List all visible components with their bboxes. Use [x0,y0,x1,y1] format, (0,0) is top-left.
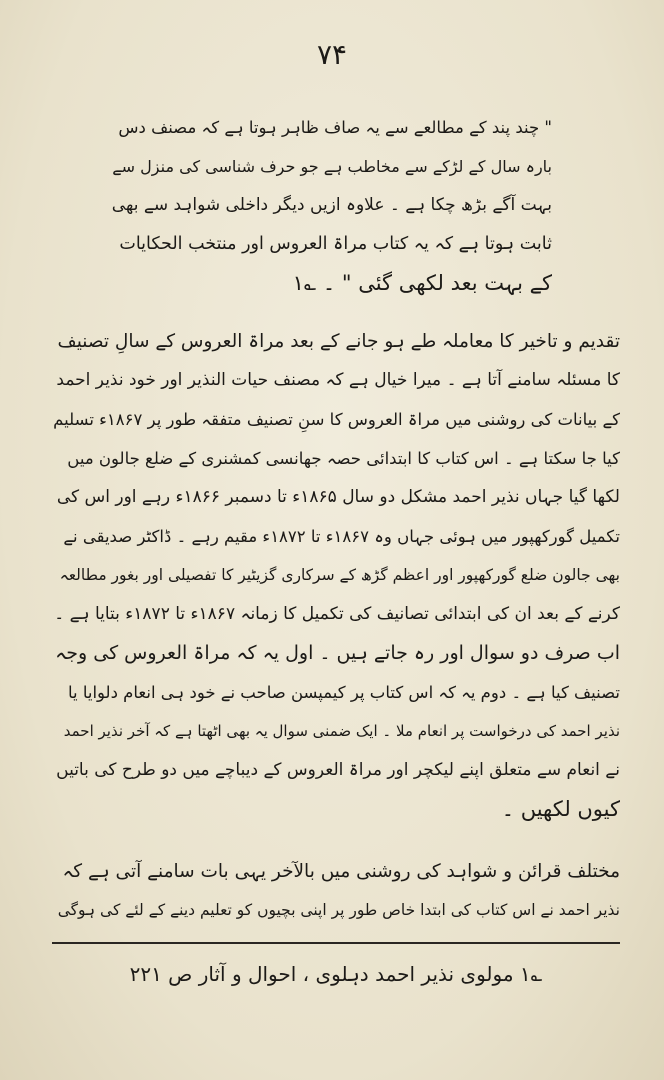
quote-line: بارہ سال کے لڑکے سے مخاطب ہے جو حرف شناسی کی منزل سے [112,157,552,176]
closing-line: مختلف قرائن و شواہد کی روشنی میں بالآخر یہی بات سامنے آتی ہے کہ [62,861,620,882]
quote-line: ثابت ہوتا ہے کہ یہ کتاب مراۃ العروس اور منتخب الحکایات [119,234,552,254]
quote-line: " چند پند کے مطالعے سے یہ صاف ظاہر ہوتا ہے کہ مصنف دس [118,118,552,137]
quoted-passage [112,108,552,303]
closing-paragraph [52,852,620,930]
body-line: کا مسئلہ سامنے آتا ہے ۔ میرا خیال ہے کہ مصنف حیات النذیر اور خود نذیر احمد [56,370,620,390]
body-line: بھی جالون ضلع گورکھپور اور اعظم گڑھ کے سرکاری گزیٹیر کا تفصیلی اور بغور مطالعہ [59,566,620,584]
body-line: تقدیم و تاخیر کا معاملہ طے ہو جانے کے بعد مراۃ العروس کے سالِ تصنیف [57,331,620,352]
page-number: ۷۴ [316,38,348,71]
body-line: لکھا گیا جہاں نذیر احمد مشکل دو سال ۱۸۶۵ء تا دسمبر ۱۸۶۶ء رہے اور اس کی [56,487,620,507]
body-line: کے بیانات کی روشنی میں مراۃ العروس کا سنِ تصنیف متفقہ طور پر ۱۸۶۷ء تسلیم [53,410,620,429]
body-line: نذیر احمد کی درخواست پر انعام ملا ۔ ایک ضمنی سوال یہ بھی اٹھتا ہے کہ آخر نذیر احمد [63,722,620,740]
body-line: کیوں لکھیں ۔ [501,797,620,821]
footnote: ؎۱ مولوی نذیر احمد دہلوی ، احوال و آثار ص ۲۲۱ [129,962,543,986]
footnote-divider [52,942,620,944]
body-line: تصنیف کیا ہے ۔ دوم یہ کہ اس کتاب پر کیمپسن صاحب نے خود ہی انعام دلوایا یا [67,683,620,702]
body-line: تکمیل گورکھپور میں ہوئی جہاں وہ ۱۸۶۷ء تا ۱۸۷۲ء مقیم رہے ۔ ڈاکٹر صدیقی نے [63,527,620,546]
quote-line: بہت آگے بڑھ چکا ہے ۔ علاوہ ازیں دیگر داخلی شواہد سے بھی [112,195,552,215]
body-paragraph [52,322,620,829]
body-line: اب صرف دو سوال اور رہ جاتے ہیں ۔ اول یہ کہ مراۃ العروس کی وجہ [55,642,620,664]
body-line: کیا جا سکتا ہے ۔ اس کتاب کا ابتدائی حصہ جھانسی کمشنری کے ضلع جالون میں [67,449,620,468]
body-line: نے انعام سے متعلق اپنے لیکچر اور مراۃ العروس کے دیباچے میں دو طرح کی باتیں [56,760,620,780]
body-line: کرنے کے بعد ان کی ابتدائی تصانیف کی تکمیل کا زمانہ ۱۸۶۷ء تا ۱۸۷۲ء بتایا ہے ۔ [54,604,620,624]
closing-line: نذیر احمد نے اس کتاب کی ابتدا خاص طور پر اپنی بچیوں کو تعلیم دینے کے لئے کی ہوگی [57,901,620,919]
quote-line: کے بہت بعد لکھی گئی " ۔ ؎۱ [292,271,552,295]
